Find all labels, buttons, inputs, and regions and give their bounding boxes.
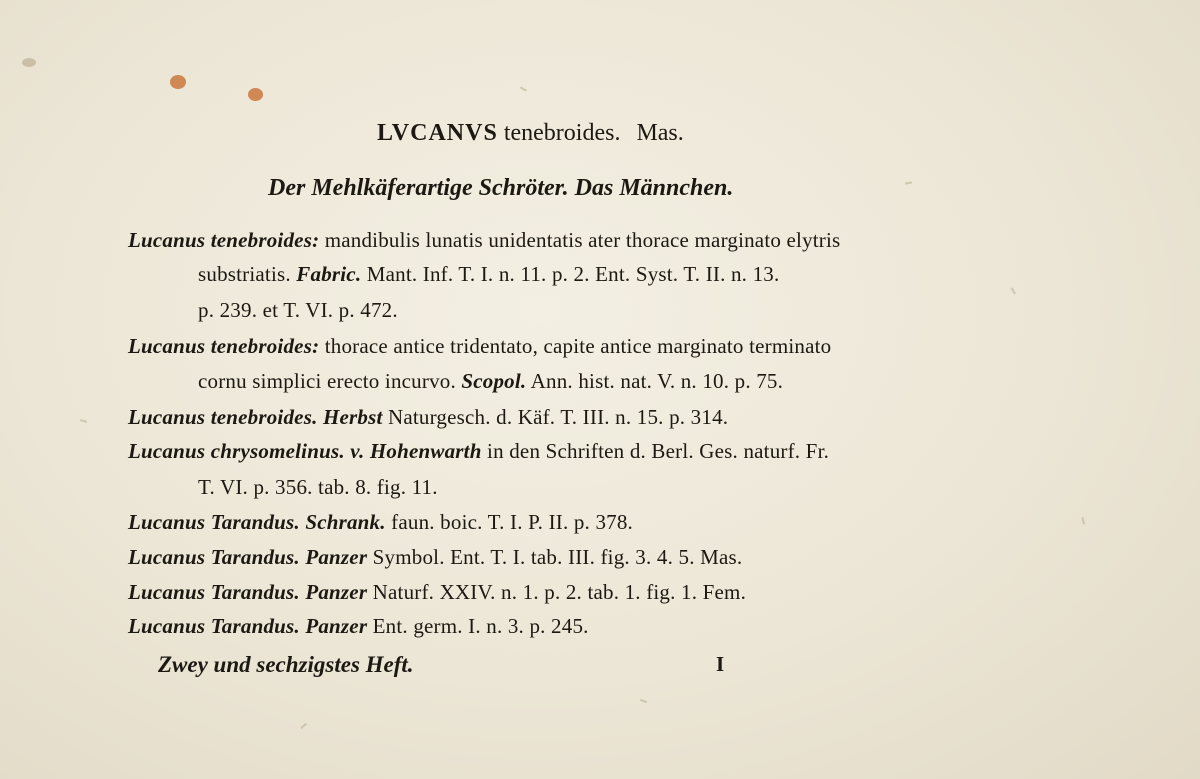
entry-line — [128, 405, 728, 430]
entry-text: p. 239. et T. VI. p. 472. — [198, 298, 398, 322]
entry-text: Mant. Inf. T. I. n. 11. p. 2. Ent. Syst. T. II. n. 13. — [366, 262, 780, 286]
entry-text: Ent. germ. I. n. 3. p. 245. — [372, 614, 589, 638]
paper-fiber — [1011, 287, 1016, 294]
entry-text: substriatis. — [198, 262, 291, 286]
foxing-spot — [22, 58, 36, 67]
paper-fiber — [300, 723, 306, 729]
author-name: Panzer — [305, 580, 368, 604]
entry-line — [128, 228, 840, 253]
author-name: v. Hohenwarth — [350, 439, 482, 463]
author-name: Scopol. — [461, 369, 527, 393]
species-name: Lucanus Tarandus. — [128, 545, 300, 569]
entry-text: thorace antice tridentato, capite antice marginato terminato — [324, 334, 832, 358]
species-name: Lucanus tenebroides. — [128, 405, 318, 429]
foxing-spot — [248, 88, 263, 101]
entry-continuation — [198, 262, 779, 287]
foxing-spot — [170, 75, 186, 89]
paper-fiber — [905, 181, 912, 184]
species-name: Lucanus tenebroides: — [128, 228, 320, 252]
author-name: Fabric. — [296, 262, 362, 286]
author-name: Panzer — [305, 614, 368, 638]
entry-text: Ann. hist. nat. V. n. 10. p. 75. — [530, 369, 784, 393]
entry-text: Naturgesch. d. Käf. T. III. n. 15. p. 314. — [387, 405, 729, 429]
entry-line — [128, 439, 829, 464]
species-name: Lucanus chrysomelinus. — [128, 439, 345, 463]
entry-continuation — [198, 298, 398, 323]
paper-fiber — [640, 699, 647, 703]
entry-line — [128, 545, 742, 570]
entry-continuation — [198, 475, 438, 500]
entry-continuation — [198, 369, 783, 394]
entry-text: Symbol. Ent. T. I. tab. III. fig. 3. 4. 5. Mas. — [372, 545, 743, 569]
species-name: Lucanus tenebroides: — [128, 334, 320, 358]
author-name: Panzer — [305, 545, 368, 569]
entry-line — [128, 580, 746, 605]
entry-text: in den Schriften d. Berl. Ges. naturf. Fr. — [487, 439, 830, 463]
species-name: Lucanus Tarandus. — [128, 614, 300, 638]
species-name: Lucanus Tarandus. — [128, 580, 300, 604]
title-sex: Mas. — [636, 120, 684, 146]
heft-footer: Zwey und sechzigstes Heft. — [158, 652, 414, 677]
page-subtitle: Der Mehlkäferartige Schröter. Das Männchen. — [268, 175, 734, 201]
author-name: Herbst — [322, 405, 383, 429]
entry-text: cornu simplici erecto incurvo. — [198, 369, 456, 393]
paper-fiber — [520, 86, 527, 91]
species-name: Lucanus Tarandus. — [128, 510, 300, 534]
title-genus: LVCANVS — [377, 120, 498, 146]
author-name: Schrank. — [305, 510, 386, 534]
entry-text: mandibulis lunatis unidentatis ater thorace marginato elytris — [324, 228, 841, 252]
entry-line — [128, 614, 589, 639]
signature-mark: I — [716, 652, 725, 676]
page-title — [377, 120, 684, 147]
entry-line — [128, 510, 633, 535]
entry-line — [128, 334, 831, 359]
entry-text: faun. boic. T. I. P. II. p. 378. — [391, 510, 634, 534]
entry-text: Naturf. XXIV. n. 1. p. 2. tab. 1. fig. 1. Fem. — [372, 580, 747, 604]
paper-fiber — [80, 419, 87, 422]
title-species: tenebroides. — [503, 120, 621, 146]
entry-text: T. VI. p. 356. tab. 8. fig. 11. — [198, 475, 438, 499]
paper-fiber — [1082, 517, 1085, 524]
